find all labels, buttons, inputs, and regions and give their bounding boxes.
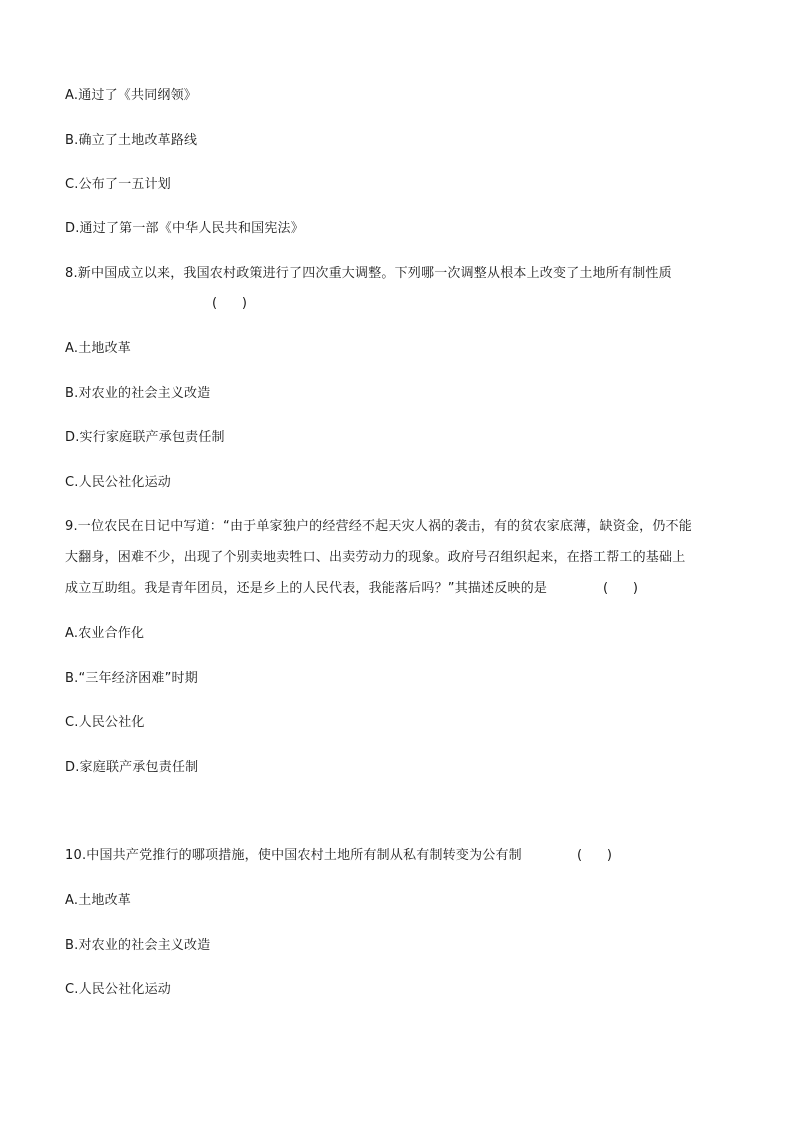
q8-answer-bracket: ( ) [212, 296, 247, 311]
q7-option-b: B.确立了土地改革路线 [65, 133, 198, 148]
q9-stem-line-1: 9.一位农民在日记中写道：“由于单家独户的经营经不起天灾人祸的袭击，有的贫农家底薄，缺资金，仍不能 [65, 519, 692, 534]
q7-option-d: D.通过了第一部《中华人民共和国宪法》 [65, 221, 304, 236]
q7-option-a: A.通过了《共同纲领》 [65, 88, 197, 103]
q9-option-c: C.人民公社化 [65, 715, 145, 730]
q9-option-b: B.“三年经济困难”时期 [65, 671, 198, 686]
q8-option-c: C.人民公社化运动 [65, 475, 172, 490]
q8-option-a: A.土地改革 [65, 341, 131, 356]
q10-option-a: A.土地改革 [65, 893, 131, 908]
q9-option-d: D.家庭联产承包责任制 [65, 760, 199, 775]
q10-stem: 10.中国共产党推行的哪项措施，使中国农村土地所有制从私有制转变为公有制 [65, 848, 522, 863]
q10-option-b: B.对农业的社会主义改造 [65, 938, 211, 953]
q9-answer-bracket: ( ) [603, 581, 638, 596]
q9-option-a: A.农业合作化 [65, 626, 145, 641]
q8-option-b: B.对农业的社会主义改造 [65, 386, 211, 401]
q9-stem-line-3: 成立互助组。我是青年团员，还是乡上的人民代表，我能落后吗？”其描述反映的是 [65, 581, 548, 596]
q8-stem: 8.新中国成立以来，我国农村政策进行了四次重大调整。下列哪一次调整从根本上改变了土地所有制性质 [65, 266, 672, 281]
q8-option-d: D.实行家庭联产承包责任制 [65, 430, 225, 445]
q9-stem-line-2: 大翻身，困难不少，出现了个别卖地卖牲口、出卖劳动力的现象。政府号召组织起来，在搭工帮工的基础上 [65, 550, 686, 565]
q7-option-c: C.公布了一五计划 [65, 177, 172, 192]
q10-answer-bracket: ( ) [577, 848, 612, 863]
q10-option-c: C.人民公社化运动 [65, 982, 172, 997]
